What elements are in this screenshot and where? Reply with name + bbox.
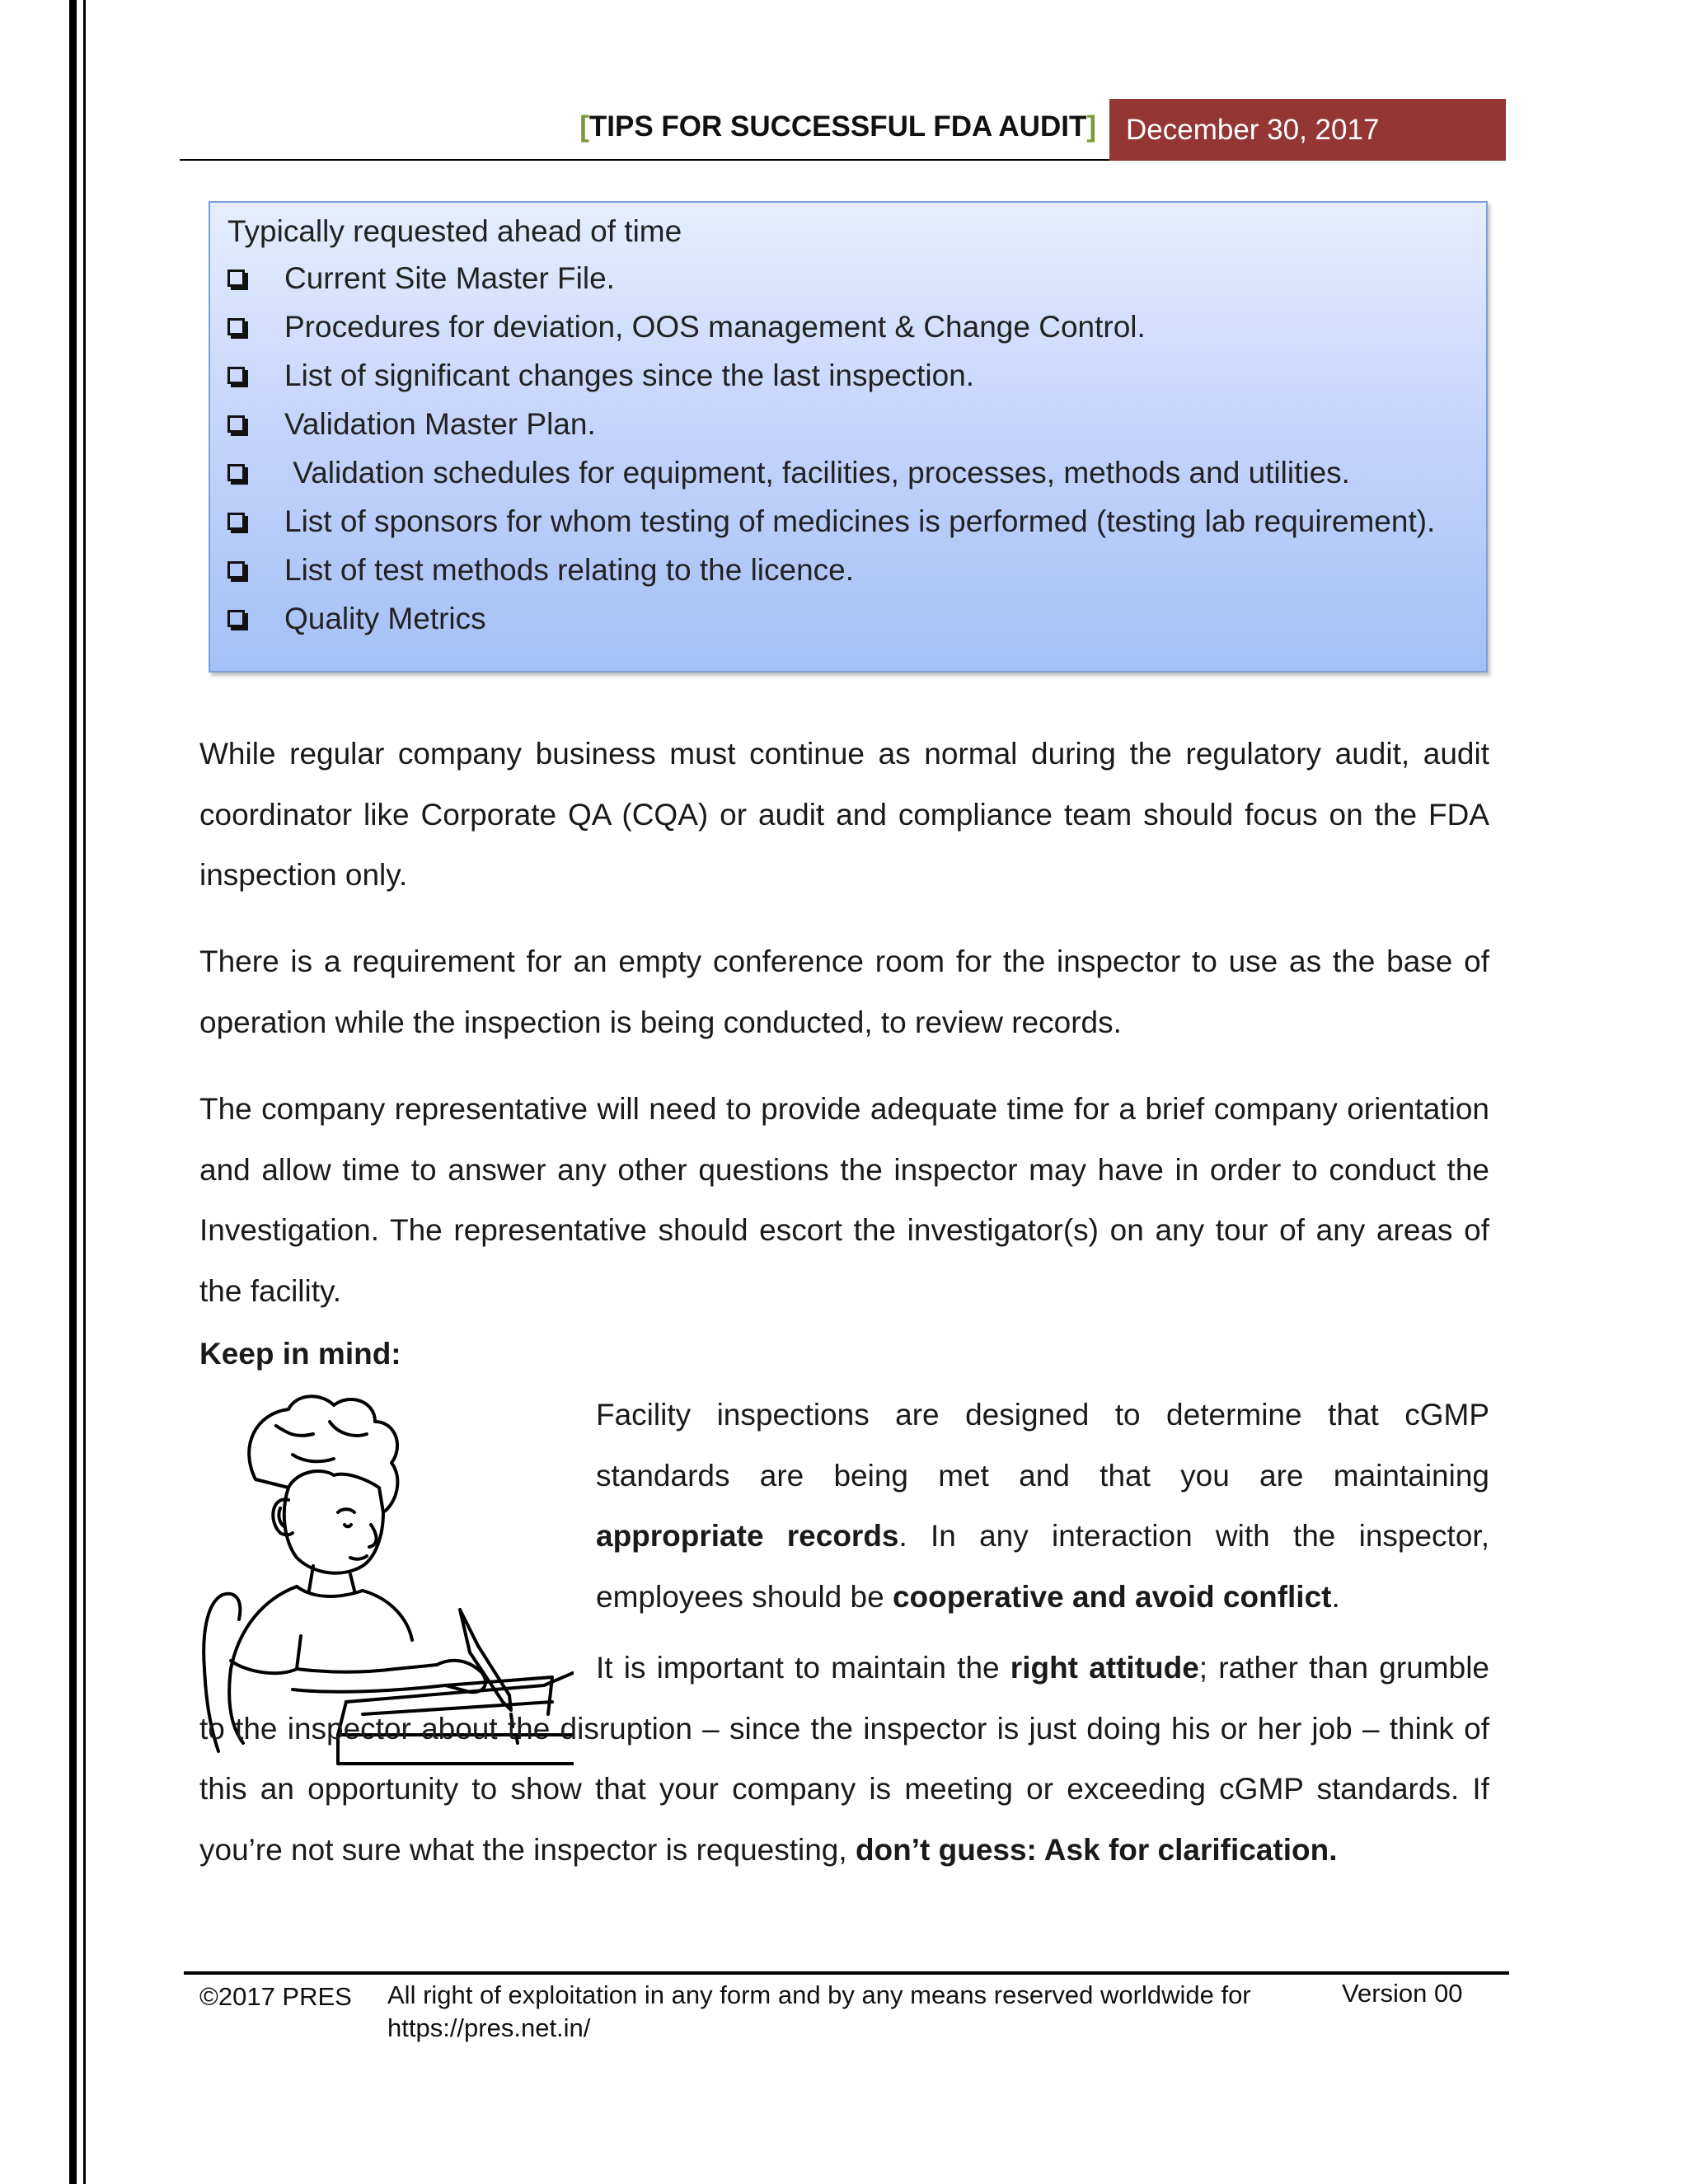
p4-text-c: . In any interaction with the inspector, employees should be	[596, 1519, 1489, 1614]
list-item	[227, 351, 1486, 400]
p5-text-c: ; rather than grumble to the inspector about the disruption – since the inspector is just doing his or her job – think of this an opportunity to show that your company is meeting or exceeding cGMP standards. If you’re not sure what the inspector is requesting,	[199, 1651, 1489, 1867]
checkbox-bullet-icon	[227, 464, 245, 481]
p5-bold-ask-clarification: don’t guess: Ask for clarification.	[855, 1832, 1338, 1867]
list-item	[227, 448, 1486, 497]
paragraph-conference-room: There is a requirement for an empty conference room for the inspector to use as the base of operation while the inspection is being conducted, to review records.	[199, 944, 1489, 1039]
paragraph-facility-inspections	[596, 1385, 1489, 1627]
footer-copyright: ©2017 PRES	[199, 1982, 352, 2011]
p4-bold-cooperative: cooperative and avoid conflict	[892, 1579, 1332, 1614]
checkbox-bullet-icon	[227, 269, 245, 287]
checkbox-bullet-icon	[227, 415, 245, 433]
checkbox-bullet-icon	[227, 513, 245, 530]
list-item	[227, 302, 1486, 351]
title-text: TIPS FOR SUCCESSFUL FDA AUDIT	[588, 110, 1087, 143]
document-title	[569, 110, 1096, 143]
list-item	[227, 497, 1486, 546]
paragraph-audit-coordinator: While regular company business must continue as normal during the regulatory audit, audit coordinator like Corporate QA (CQA) or audit and compliance team should focus on the FDA inspection only.	[199, 737, 1489, 892]
list-item-text: Procedures for deviation, OOS management & Change Control.	[284, 309, 1146, 344]
requested-items-list	[227, 254, 1486, 643]
paragraph-company-representative: The company representative will need to provide adequate time for a brief company orientation and allow time to answer any other questions the inspector may have in order to conduct the Investigation. The representative should escort the investigator(s) on any tour of any areas of the facility.	[199, 1092, 1489, 1308]
header-rule	[180, 159, 1109, 161]
checkbox-bullet-icon	[227, 367, 245, 384]
p4-text-a: Facility inspections are designed to determine that cGMP standards are being met and that you are maintaining	[596, 1398, 1489, 1493]
list-item-text: List of sponsors for whom testing of medicines is performed (testing lab requirement).	[284, 504, 1436, 538]
list-item-text: Validation schedules for equipment, facilities, processes, methods and utilities.	[284, 455, 1350, 490]
header-date	[1109, 99, 1506, 161]
p4-text-e: .	[1331, 1579, 1340, 1614]
list-item-text: Quality Metrics	[284, 601, 486, 635]
list-item	[227, 254, 1486, 302]
title-bracket-close: ]	[1086, 110, 1096, 143]
list-item	[227, 400, 1486, 448]
list-item-text: List of significant changes since the last inspection.	[284, 358, 975, 392]
keep-in-mind-heading: Keep in mind:	[199, 1337, 401, 1371]
list-item	[227, 546, 1486, 594]
list-item-text: List of test methods relating to the licence.	[284, 552, 855, 587]
p4-bold-appropriate-records: appropriate records	[596, 1519, 899, 1553]
checkbox-bullet-icon	[227, 561, 245, 579]
checkbox-bullet-icon	[227, 318, 245, 335]
footer-version: Version 00	[1342, 1979, 1463, 2008]
p5-text-a: It is important to maintain the	[596, 1651, 1010, 1685]
footer-rule	[184, 1971, 1509, 1975]
header-date-text: December 30, 2017	[1126, 113, 1380, 146]
left-border-thin	[83, 0, 86, 2184]
footer-rights-notice: All right of exploitation in any form and by any means reserved worldwide for https://pres.net.in/	[387, 1980, 1251, 2042]
title-bracket-open: [	[579, 110, 589, 143]
list-item-text: Current Site Master File.	[284, 260, 615, 295]
left-border-thick	[69, 0, 77, 2184]
requested-items-title: Typically requested ahead of time	[227, 214, 682, 248]
list-item	[227, 594, 1486, 643]
requested-items-box	[209, 201, 1488, 673]
p5-bold-right-attitude: right attitude	[1010, 1651, 1199, 1685]
checkbox-bullet-icon	[227, 610, 245, 627]
list-item-text: Validation Master Plan.	[284, 406, 596, 441]
paragraph-right-attitude	[199, 1638, 1489, 1880]
